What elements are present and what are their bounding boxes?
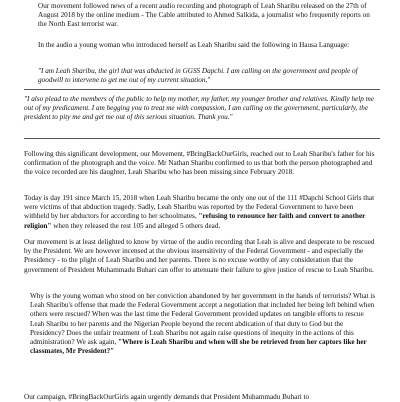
quote-leah-part1: "I am Leah Sharibu, the girl that was abducted in GGSS Dapchi. I am calling on the government and people of goodwill to intervene to get me out of my current situation," bbox=[38, 67, 358, 85]
faith-quote: "refusing to renounce her faith and convert to another religion" bbox=[24, 212, 366, 230]
paragraph-campaign-demands: Our campaign, #BringBackOurGirls again urgently demands that President Muhammadu Buhari to bbox=[24, 393, 310, 401]
quote-leah-part2: "I also plead to the members of the public to help my mother, my father, my younger brother and relatives. Kindly help me out of my predicament. I am begging you to treat me with compassion, I am calling on the government, particularly, the president to pity me and get me out of this serious situation. Thank you." bbox=[24, 95, 375, 122]
day-191-text: Today is day 191 since March 15, 2018 when Leah Sharibu became the only one out of the 111 #Dapchi School Girls that were victims of that abduction tragedy. Sadly, Leah Sharibu was reported by the Federal Government to have been withheld by her abductors for according to her schoolmates, bbox=[24, 194, 375, 221]
paragraph-questions bbox=[30, 292, 376, 356]
paragraph-father-confirmation: Following this significant development, our Movement, #BringBackOurGirls, reached out to Leah Sharibu's father for his confirmation of the photograph and the voice. Mr Nathan Sharibu confirmed to us that both the person photographed and the voice recorded are his daughter, Leah Sharibu who has been missing since February 2018. bbox=[24, 150, 375, 177]
where-is-leah-quote: "Where is Leah Sharibu and when will she be retrieved from her captors like her classmates, Mr President?" bbox=[30, 338, 367, 356]
day-191-text-end: when they released the rest 105 and alleged 5 others dead. bbox=[51, 221, 221, 230]
divider-bottom bbox=[24, 138, 380, 139]
questions-text: Why is the young woman who stood on her conviction abandoned by her government in the hands of terrorists? What is Leah Sharibu's offense that made the Federal Government accept a negotiation that included her being left behind when others were rescued? When was the last time the Federal Government provided updates on tangible efforts to rescue Leah Sharibu to her parents and the Nigerian People beyond the recent abdication of that duty to God but the Presidency? Does the unfair treatment of Leah Sharibu not again raise questions of inequity in the actions of this administration? We ask again, bbox=[30, 292, 376, 347]
paragraph-news-followed: Our movement followed news of a recent audio recording and photograph of Leah Sharibu released on the 27th of August 2018 by the online medium - The Cable attributed to Ahmed Salkida, a journalist who frequently reports on the North East terrorist war. bbox=[38, 2, 370, 29]
divider-top bbox=[24, 89, 380, 90]
paragraph-movement-delighted: Our movement is at least delighted to know by virtue of the audio recording that Leah is alive and desperate to be rescued by the President. We are however incensed at the obvious insensitivity of the Federal Government - and especially the Presidency - to the plight of Leah Sharibu and her parents. There is no excuse worthy of any consideration that the government of President Muhammadu Buhari can offer to attenuate their failure to give justice of rescue to Leah Sharibu. bbox=[24, 238, 375, 274]
paragraph-day-191 bbox=[24, 194, 380, 231]
paragraph-audio-intro: In the audio a young woman who introduced herself as Leah Sharibu said the following in Hausa Language: bbox=[38, 41, 350, 49]
